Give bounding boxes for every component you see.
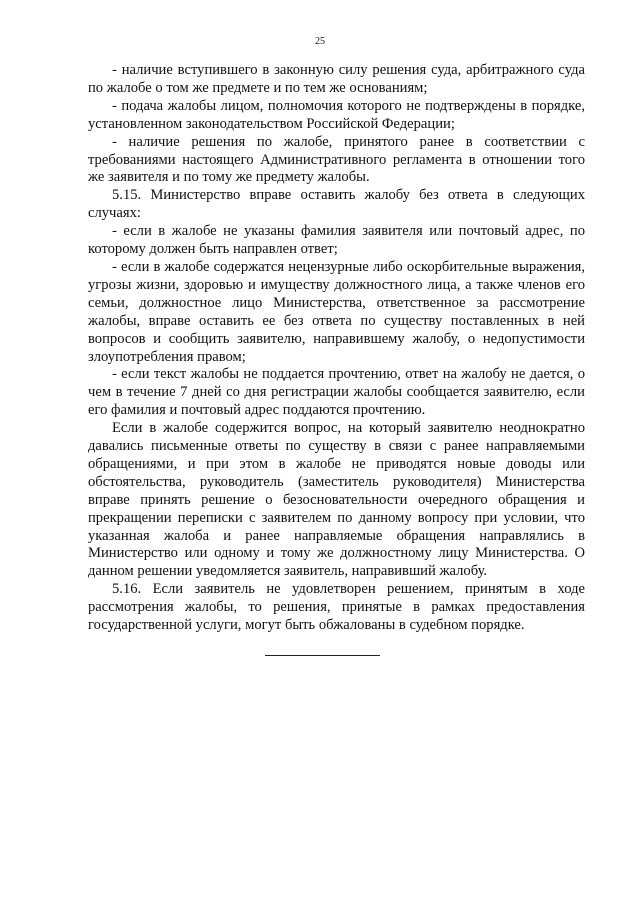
paragraph: - если в жалобе не указаны фамилия заявителя или почтовый адрес, по которому должен быть направлен ответ; bbox=[88, 223, 585, 258]
page-number: 25 bbox=[315, 36, 325, 47]
end-of-document-rule bbox=[265, 655, 380, 656]
document-body bbox=[88, 62, 585, 635]
paragraph: 5.16. Если заявитель не удовлетворен решением, принятым в ходе рассмотрения жалобы, то решения, принятые в рамках предоставления государственной услуги, могут быть обжалованы в судебном порядке. bbox=[88, 581, 585, 634]
paragraph: 5.15. Министерство вправе оставить жалобу без ответа в следующих случаях: bbox=[88, 187, 585, 222]
paragraph: - наличие решения по жалобе, принятого ранее в соответствии с требованиями настоящего Административного регламента в отношении того же заявителя и по тому же предмету жалобы. bbox=[88, 133, 585, 186]
paragraph: - наличие вступившего в законную силу решения суда, арбитражного суда по жалобе о том же предмете и по тем же основаниям; bbox=[88, 62, 585, 96]
paragraph: - если в жалобе содержатся нецензурные либо оскорбительные выражения, угрозы жизни, здоровью и имуществу должностного лица, а также членов его семьи, должностное лицо Министерства, ответственное за рассмотрение жалобы, вправе оставить ее без ответа по существу поставленных в ней вопросов и сообщить заявителю, направившему жалобу, о недопустимости злоупотребления правом; bbox=[88, 258, 585, 365]
paragraph: - подача жалобы лицом, полномочия которого не подтверждены в порядке, установленном законодательством Российской Федерации; bbox=[88, 97, 585, 132]
paragraph: - если текст жалобы не поддается прочтению, ответ на жалобу не дается, о чем в течение 7 дней со дня регистрации жалобы сообщается заявителю, если его фамилия и почтовый адрес поддаются прочтению. bbox=[88, 366, 585, 419]
paragraph: Если в жалобе содержится вопрос, на который заявителю неоднократно давались письменные ответы по существу в связи с ранее направляемыми обращениями, и при этом в жалобе не приводятся новые доводы или обстоятельства, руководитель (заместитель руководителя) Министерства вправе принять решение о безосновательности очередного обращения и прекращении переписки с заявителем по данному вопросу при условии, что указанная жалоба и ранее направляемые обращения направлялись в Министерство или одному и тому же должностному лицу Министерства. О данном решении уведомляется заявитель, направивший жалобу. bbox=[88, 420, 585, 580]
